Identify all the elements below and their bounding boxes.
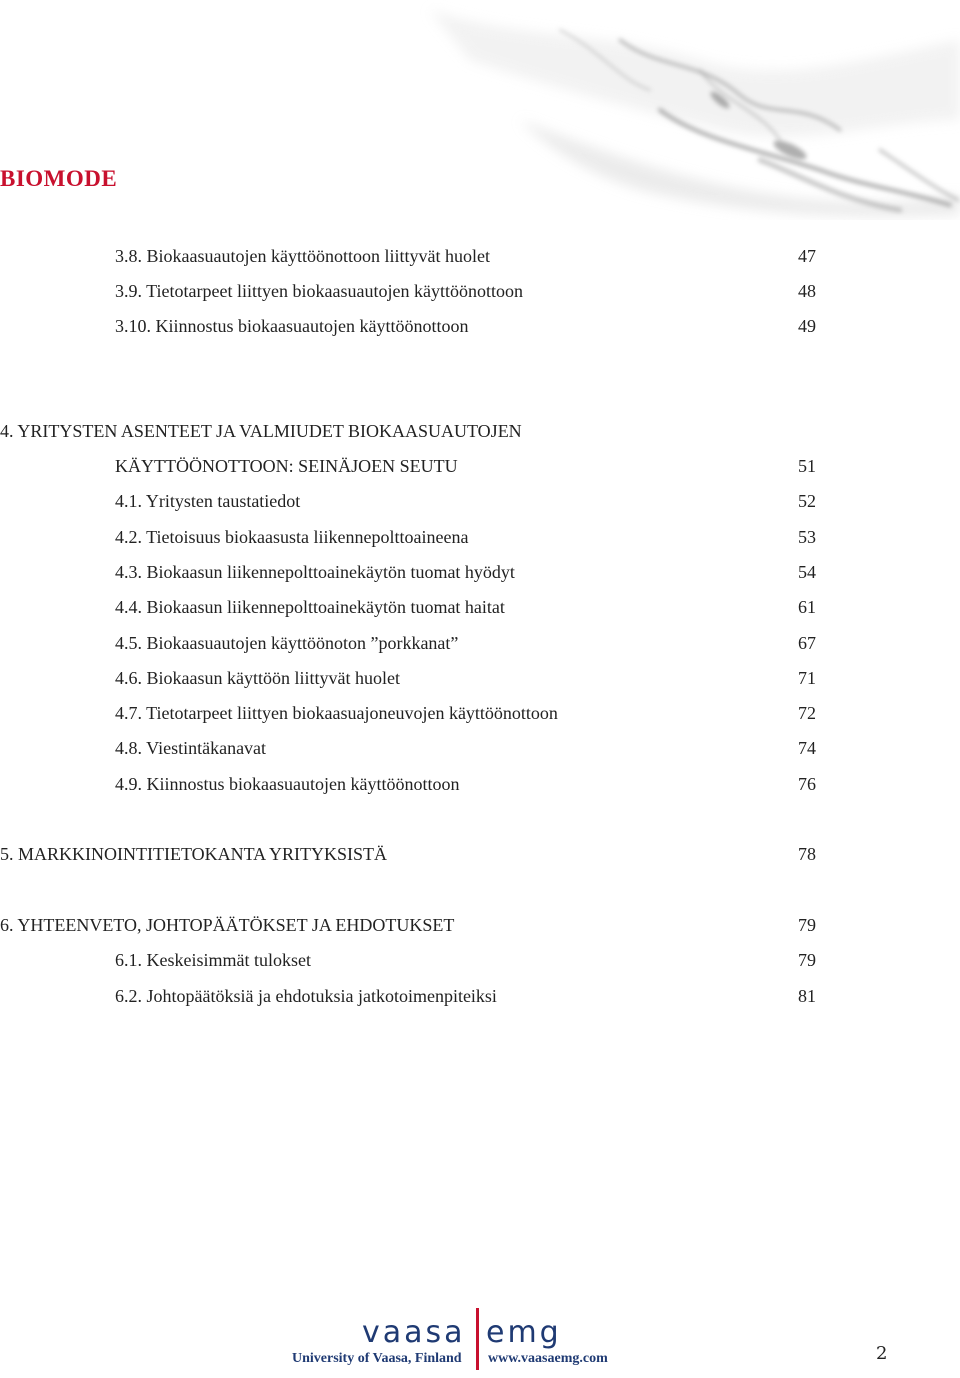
toc-entry-page: 48: [798, 281, 816, 301]
toc-entry-title: 4.9. Kiinnostus biokaasuautojen käyttöönottoon: [115, 774, 460, 794]
toc-entry[interactable]: [115, 241, 816, 271]
logo-word-vaasa: vaasa: [362, 1315, 466, 1350]
toc-entry-page: 52: [798, 491, 816, 511]
toc-entry[interactable]: [115, 769, 816, 799]
toc-entry-title: 3.9. Tietotarpeet liittyen biokaasuautojen käyttöönottoon: [115, 281, 523, 301]
toc-entry-page: 61: [798, 597, 816, 617]
toc-entry[interactable]: [115, 522, 816, 552]
toc-entry-title: 4.6. Biokaasun käyttöön liittyvät huolet: [115, 668, 400, 688]
toc-entry-page: 78: [798, 844, 816, 864]
brand-title: BIOMODE: [0, 166, 118, 191]
toc-entry-page: 54: [798, 562, 816, 582]
website-link[interactable]: www.vaasaemg.com: [488, 1351, 608, 1366]
toc-entry-title: 4. YRITYSTEN ASENTEET JA VALMIUDET BIOKAASUAUTOJEN: [0, 421, 522, 441]
toc-entry[interactable]: [115, 663, 816, 693]
toc-entry-title: 6. YHTEENVETO, JOHTOPÄÄTÖKSET JA EHDOTUKSET: [0, 915, 455, 935]
toc-entry-page: 49: [798, 316, 816, 336]
toc-entry[interactable]: [115, 486, 816, 516]
toc-entry-page: 81: [798, 986, 816, 1006]
toc-entry-title: 4.4. Biokaasun liikennepolttoainekäytön tuomat haitat: [115, 597, 505, 617]
toc-entry-page: 51: [798, 456, 816, 476]
logo-word-emg: emg: [486, 1315, 562, 1350]
toc-entry[interactable]: [115, 628, 816, 658]
toc-entry-title: 4.5. Biokaasuautojen käyttöönoton ”porkkanat”: [115, 633, 459, 653]
toc-entry[interactable]: [115, 981, 816, 1011]
toc-entry-title: 4.7. Tietotarpeet liittyen biokaasuajoneuvojen käyttöönottoon: [115, 703, 558, 723]
toc-entry-title: 4.1. Yritysten taustatiedot: [115, 491, 301, 511]
page-number: 2: [876, 1343, 888, 1364]
logo-divider-bar: [476, 1308, 479, 1370]
toc-entry[interactable]: [115, 592, 816, 622]
toc-entry-title: 4.2. Tietoisuus biokaasusta liikennepolttoaineena: [115, 527, 469, 547]
toc-entry-page: 76: [798, 774, 816, 794]
toc-entry-title: KÄYTTÖÖNOTTOON: SEINÄJOEN SEUTU: [115, 456, 458, 476]
toc-entry-title: 4.3. Biokaasun liikennepolttoainekäytön tuomat hyödyt: [115, 562, 515, 582]
toc-chapter-entry[interactable]: [0, 416, 816, 446]
toc-entry-page: 67: [798, 633, 816, 653]
toc-entry-page: 79: [798, 915, 816, 935]
toc-entry-title: 3.8. Biokaasuautojen käyttöönottoon liittyvät huolet: [115, 246, 490, 266]
toc-chapter-entry[interactable]: [0, 910, 816, 940]
toc-entry-title: 6.2. Johtopäätöksiä ja ehdotuksia jatkotoimenpiteiksi: [115, 986, 497, 1006]
smoke-header-image: [0, 0, 960, 220]
toc-entry[interactable]: [115, 698, 816, 728]
toc-entry-title: 4.8. Viestintäkanavat: [115, 738, 267, 758]
toc-entry-page: 74: [798, 738, 816, 758]
toc-chapter-entry-continued[interactable]: [115, 451, 816, 481]
toc-chapter-entry[interactable]: [0, 839, 816, 869]
toc-entry-page: 71: [798, 668, 816, 688]
page-footer: [0, 1300, 960, 1378]
toc-entry[interactable]: [115, 276, 816, 306]
toc-entry-title: 5. MARKKINOINTITIETOKANTA YRITYKSISTÄ: [0, 844, 388, 864]
toc-entry-page: 53: [798, 527, 816, 547]
toc-entry-page: 79: [798, 950, 816, 970]
toc-entry[interactable]: [115, 557, 816, 587]
toc-entry[interactable]: [115, 311, 816, 341]
toc-entry-page: 47: [798, 246, 816, 266]
university-label: University of Vaasa, Finland: [292, 1351, 462, 1366]
toc-entry-title: 3.10. Kiinnostus biokaasuautojen käyttöönottoon: [115, 316, 469, 336]
toc-entry-page: 72: [798, 703, 816, 723]
toc-entry[interactable]: [115, 945, 816, 975]
toc-entry[interactable]: [115, 733, 816, 763]
toc-entry-title: 6.1. Keskeisimmät tulokset: [115, 950, 311, 970]
